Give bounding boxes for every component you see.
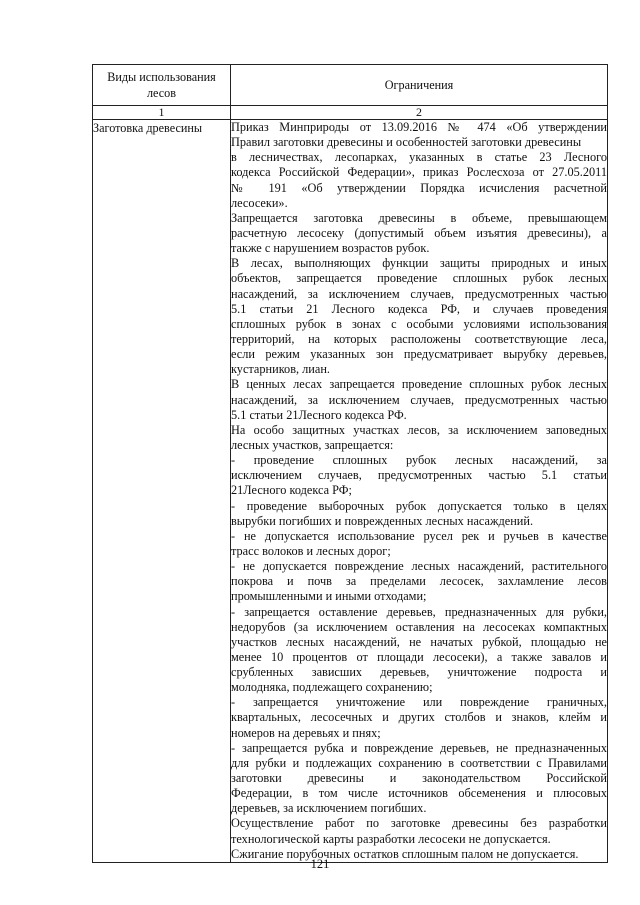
table-row	[93, 120, 608, 863]
text-line: В лесах, выполняющих функции защиты природных и иных	[231, 256, 607, 271]
forest-use-type-cell: Заготовка древесины	[93, 120, 231, 863]
text-line: В ценных лесах запрещается проведение сплошных рубок лесных	[231, 377, 607, 392]
restrictions-cell	[231, 120, 608, 863]
text-line: расчетную лесосеку (допустимый объем изъятия древесины), а	[231, 225, 607, 240]
text-line: Федерации, в том числе источников обсеменения и плюсовых	[231, 786, 607, 801]
text-line: Сжигание порубочных остатков сплошным палом не допускается.	[231, 846, 579, 861]
text-line: № 191 «Об утверждении Порядка исчисления расчетной	[231, 180, 607, 195]
text-line: Осуществление работ по заготовке древесины без разработки	[231, 816, 607, 831]
text-line: территорий, на которых расположены соответствующие леса,	[231, 331, 607, 346]
text-line: покрова и почв за пределами лесосек, захламление лесов	[231, 574, 607, 589]
text-line: квартальных, лесосечных и других столбов и знаков, клейм и	[231, 710, 607, 725]
page-number: 121	[310, 857, 330, 871]
text-line: заготовки древесины и законодательством Российской	[231, 771, 607, 786]
restrictions-table	[92, 64, 608, 863]
column-number-2: 2	[231, 106, 608, 120]
text-line: для рубки и подлежащих сохранению в соответствии с Правилами	[231, 755, 607, 770]
text-line: недорубов (за исключением оставления на лесосеках компактных	[231, 619, 607, 634]
column-number-1: 1	[93, 106, 231, 120]
text-line: насаждений, за исключением случаев, предусмотренных частью	[231, 392, 607, 407]
text-line: трасс волоков и лесных дорог;	[231, 543, 391, 558]
text-line: - проведение сплошных рубок лесных насаждений, за	[231, 453, 607, 468]
text-line: номеров на деревьях и пнях;	[231, 725, 381, 740]
text-line: вырубки погибших и поврежденных лесных насаждений.	[231, 513, 534, 528]
text-line: если режим указанных зон предусматривает вырубку деревьев,	[231, 347, 607, 362]
text-line: Приказ Минприроды от 13.09.2016 № 474 «Об утверждении	[231, 120, 607, 134]
text-line: 5.1 статьи 21 Лесного кодекса РФ, и случаев проведения	[231, 301, 607, 316]
text-line: насаждений, за исключением случаев, предусмотренных частью	[231, 286, 607, 301]
text-line: лесных участков, запрещается:	[231, 437, 394, 452]
text-line: 21Лесного кодекса РФ;	[231, 483, 352, 498]
text-line: промышленными и иными отходами;	[231, 589, 427, 604]
text-line: в лесничествах, лесопарках, указанных в статье 23 Лесного	[231, 150, 607, 165]
text-line: кустарников, лиан.	[231, 362, 330, 377]
text-line: Правил заготовки древесины и особенностей заготовки древесины	[231, 135, 582, 150]
text-line: исключением случаев, предусмотренных частью 5.1 статьи	[231, 468, 607, 483]
text-line: - запрещается оставление деревьев, предназначенных для рубки,	[231, 604, 607, 619]
text-line: технологической карты разработки лесосеки не допускается.	[231, 831, 551, 846]
text-line: срубленных зависших деревьев, уничтожение подроста и	[231, 665, 607, 680]
text-line: участков лесных насаждений, не начатых рубкой, площадью не	[231, 634, 607, 649]
text-line: На особо защитных участках лесов, за исключением заповедных	[231, 422, 607, 437]
header-row	[93, 65, 608, 106]
header-forest-use-types: Виды использования лесов	[93, 65, 231, 106]
text-line: также с нарушением возрастов рубок.	[231, 241, 430, 256]
text-line: лесосеки».	[231, 195, 288, 210]
text-line: - проведение выборочных рубок допускается только в целях	[231, 498, 607, 513]
text-line: 5.1 статьи 21Лесного кодекса РФ.	[231, 407, 407, 422]
text-line: - запрещается рубка и повреждение деревьев, не предназначенных	[231, 740, 607, 755]
text-line: объектов, запрещается проведение сплошных рубок лесных	[231, 271, 607, 286]
text-line: менее 10 процентов от площади лесосеки), а также завалов и	[231, 649, 607, 664]
text-line: кодекса Российской Федерации», приказ Рослесхоза от 27.05.2011	[231, 165, 607, 180]
header-restrictions: Ограничения	[231, 65, 608, 106]
text-line: сплошных рубок в зонах с особыми условиями использования	[231, 316, 607, 331]
column-number-row	[93, 106, 608, 120]
text-line: - не допускается повреждение лесных насаждений, растительного	[231, 559, 607, 574]
text-line: Запрещается заготовка древесины в объеме, превышающем	[231, 210, 607, 225]
text-line: - запрещается уничтожение или повреждение граничных,	[231, 695, 607, 710]
text-line: - не допускается использование русел рек и ручьев в качестве	[231, 528, 607, 543]
text-line: деревьев, за исключением погибших.	[231, 801, 427, 816]
text-line: молодняка, подлежащего сохранению;	[231, 680, 433, 695]
